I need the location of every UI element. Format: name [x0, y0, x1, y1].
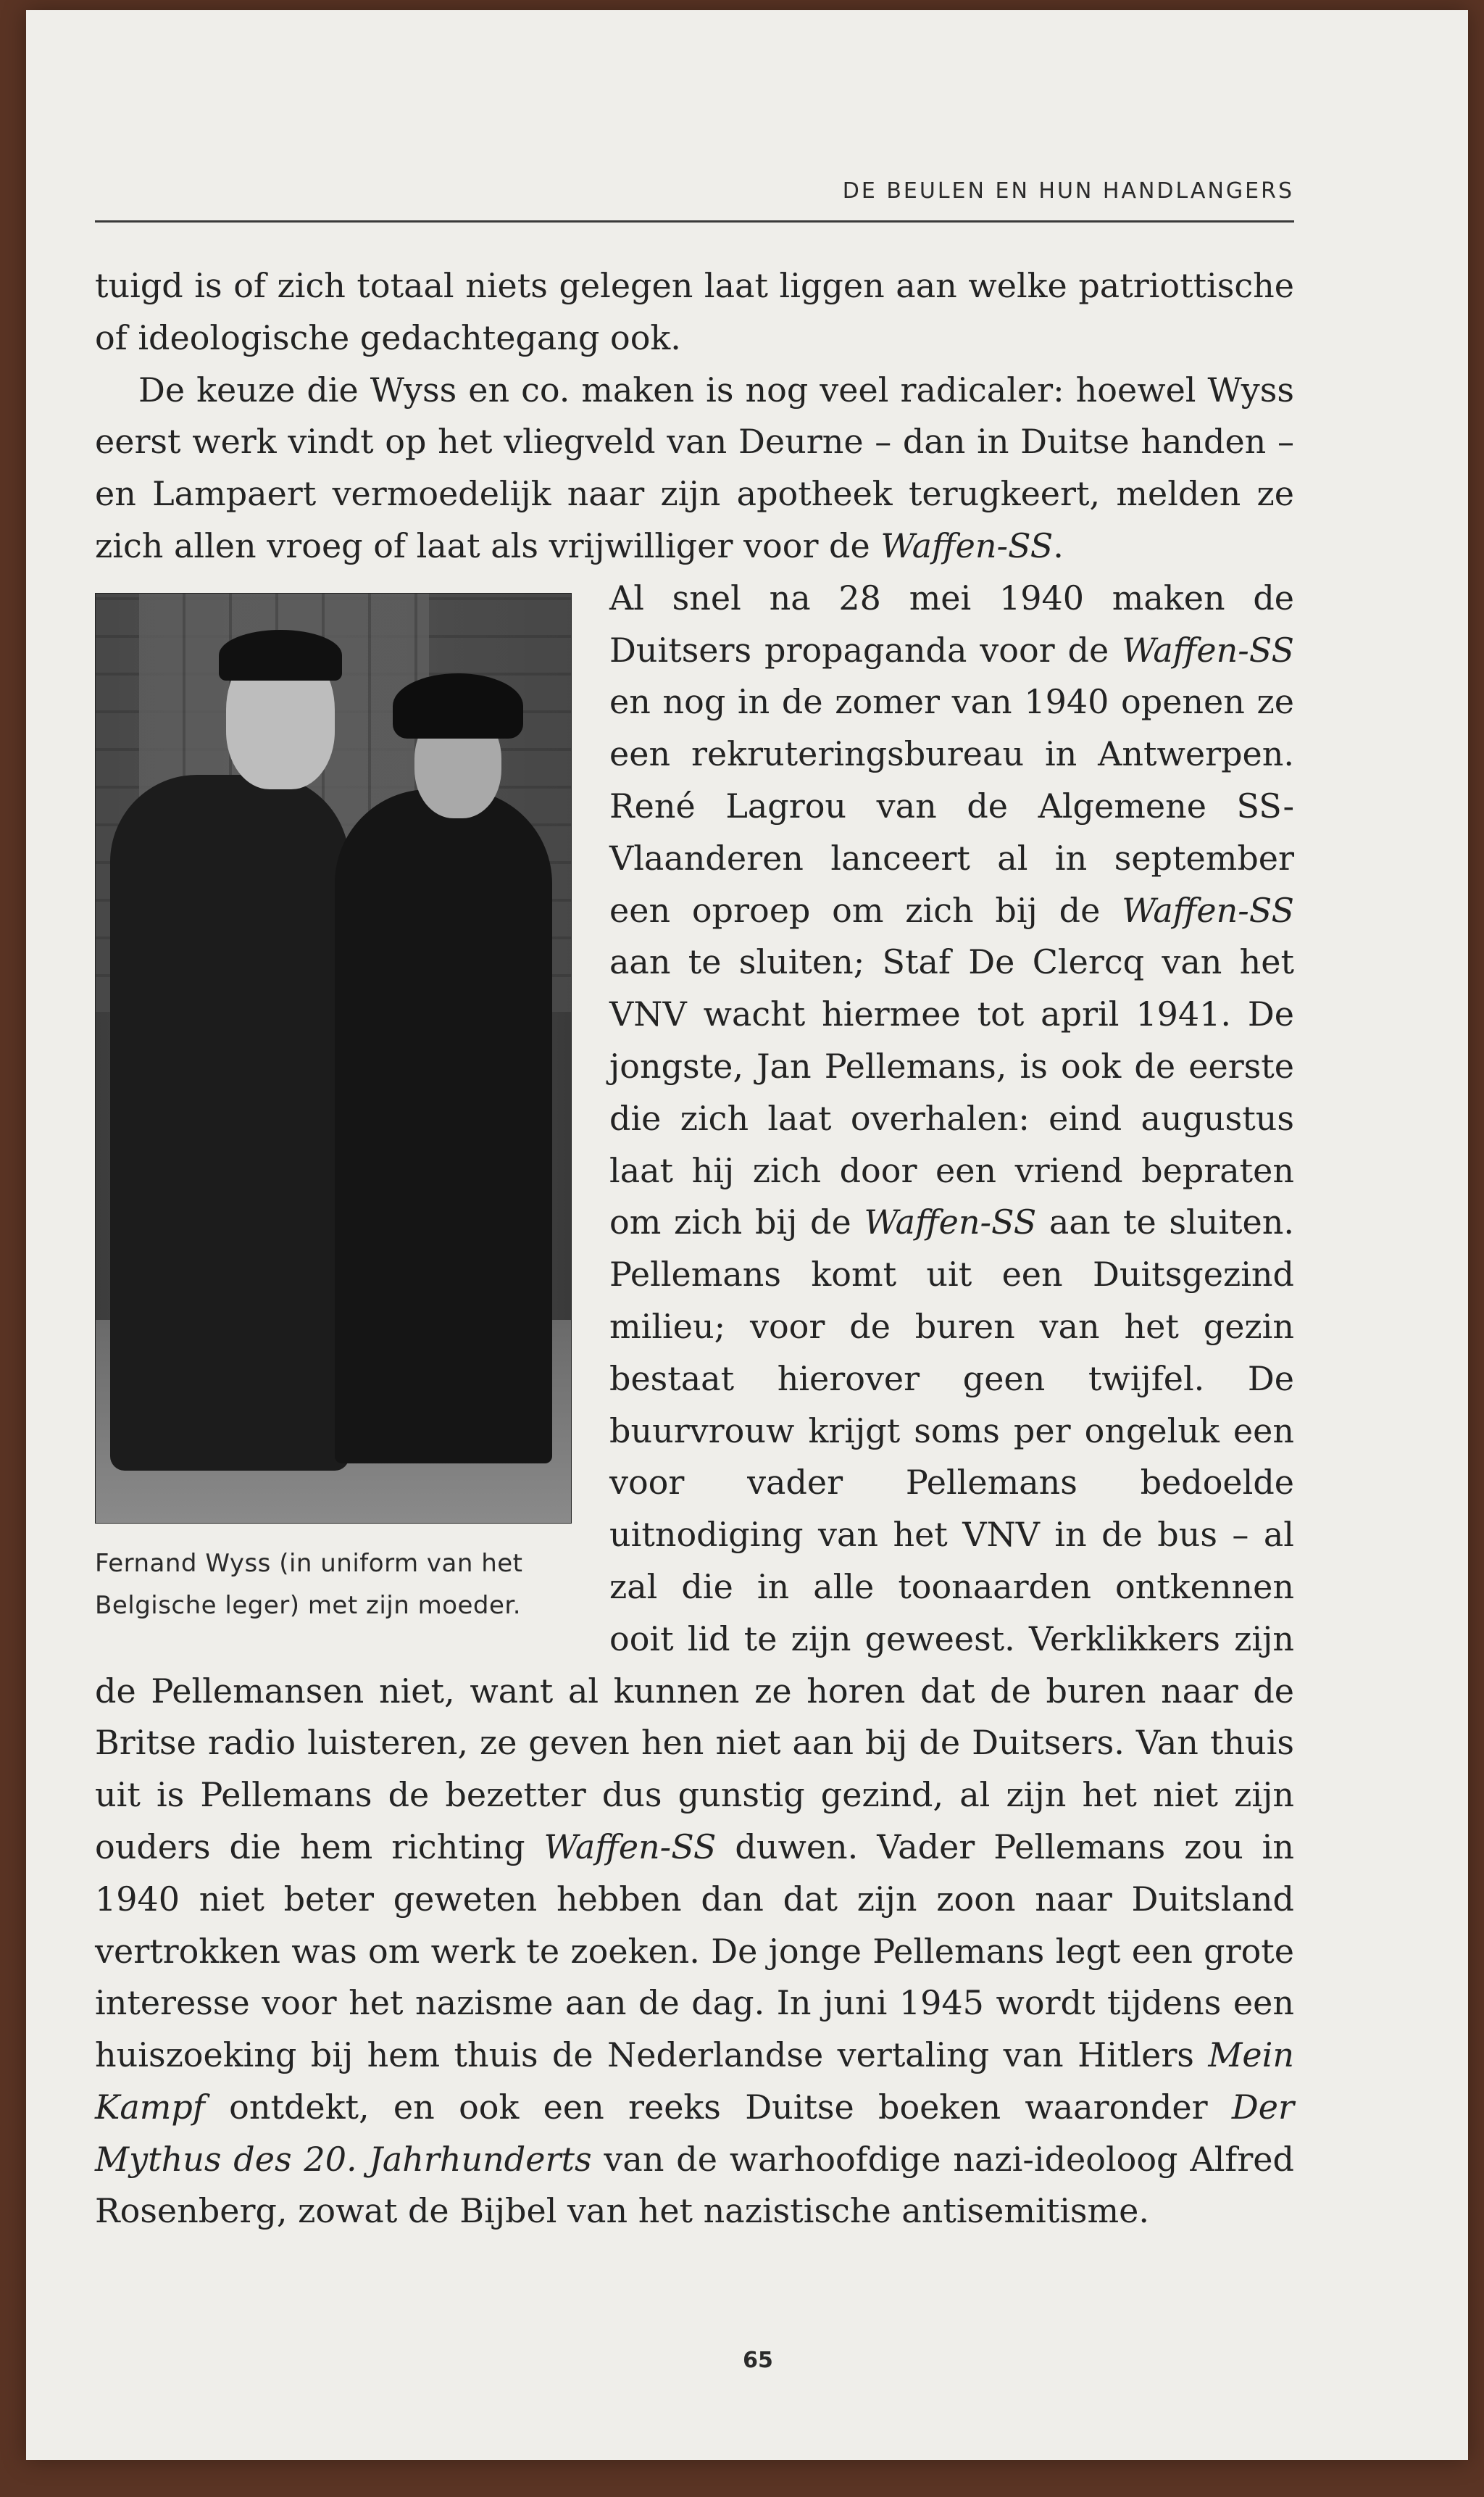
- paragraph-3-text-m: van de warhoofdige nazi-ideoloog Alfred Rosenberg, zowat de Bijbel van het nazistische antisemitisme.: [95, 2139, 1294, 2231]
- paragraph-3-italic-l: Der Mythus des 20. Jahrhunderts: [95, 2087, 1294, 2179]
- paragraph-3-text-e: aan te sluiten; Staf De Clercq van het VNV wacht hiermee tot april 1941. De jongste, Jan Pellemans, is ook de eerste die zich laat overhalen: eind augustus laat hij zich door een vriend bepraten om zich bij de: [609, 942, 1294, 1242]
- paragraph-3-italic-j: Mein Kampf: [95, 2035, 1294, 2127]
- running-header-title: DE BEULEN EN HUN HANDLANGERS: [842, 178, 1294, 204]
- paragraph-2: [95, 365, 1294, 573]
- paragraph-3-text-c: en nog in de zomer van 1940 openen ze een rekruteringsbureau in Antwerpen. René Lagrou van de Algemene SS-Vlaanderen lanceert al in september een oproep om zich bij de: [609, 682, 1294, 930]
- photo-wyss-and-mother: [95, 593, 572, 1524]
- page-number: 65: [743, 2348, 773, 2373]
- running-header: [95, 170, 1294, 223]
- paragraph-3-italic-d: Waffen-SS: [1122, 890, 1294, 930]
- paragraph-3-italic-h: Waffen-SS: [543, 1827, 717, 1866]
- body-text: [95, 260, 1294, 2238]
- paragraph-3-italic-f: Waffen-SS: [864, 1202, 1037, 1242]
- paragraph-1: [95, 260, 1294, 365]
- paragraph-2-text-c: .: [1053, 525, 1064, 565]
- paragraph-3-text-g: aan te sluiten. Pellemans komt uit een Duitsgezind milieu; voor de buren van het gezin bestaat hierover geen twijfel. De buurvrouw krijgt soms per ongeluk een voor vader Pellemans bedoelde uitnodiging van het VNV in de bus – al zal die in alle toonaarden ontkennen ooit lid te zijn geweest. Verklikkers zijn de Pellemansen niet, want al kunnen ze horen dat de buren naar de Britse radio luisteren, ze geven hen niet aan bij de Duitsers. Van thuis uit is Pellemans de bezetter dus gunstig gezind, al zijn het niet zijn ouders die hem richting: [95, 1202, 1294, 1866]
- paragraph-1-text: tuigd is of zich totaal niets gelegen laat liggen aan welke patriottische of ideologische gedachtegang ook.: [95, 266, 1294, 357]
- paragraph-3-text-i: duwen. Vader Pellemans zou in 1940 niet beter geweten hebben dan dat zijn zoon naar Duitsland vertrokken was om werk te zoeken. De jonge Pellemans legt een grote interesse voor het nazisme aan de dag. In juni 1945 wordt tijdens een huiszoeking bij hem thuis de Nederlandse vertaling van Hitlers: [95, 1827, 1295, 2075]
- paragraph-2-italic: Waffen-SS: [880, 525, 1054, 565]
- paragraph-3-text-a: Al snel na 28 mei 1940 maken de Duitsers propaganda voor de: [609, 578, 1294, 670]
- paragraph-3-text-k: ontdekt, en ook een reeks Duitse boeken waaronder: [204, 2087, 1232, 2127]
- paragraph-2-text-a: De keuze die Wyss en co. maken is nog veel radicaler: hoewel Wyss eerst werk vindt op het vliegveld van Deurne – dan in Duitse handen – en Lampaert vermoedelijk naar zijn apotheek terugkeert, melden ze zich allen vroeg of laat als vrijwilliger voor de: [95, 370, 1294, 565]
- photo-caption: Fernand Wyss (in uniform van het Belgische leger) met zijn moeder.: [95, 1548, 523, 1620]
- book-page: [26, 10, 1468, 2460]
- paragraph-3-italic-b: Waffen-SS: [1122, 630, 1294, 670]
- photo-figure: [95, 593, 588, 1626]
